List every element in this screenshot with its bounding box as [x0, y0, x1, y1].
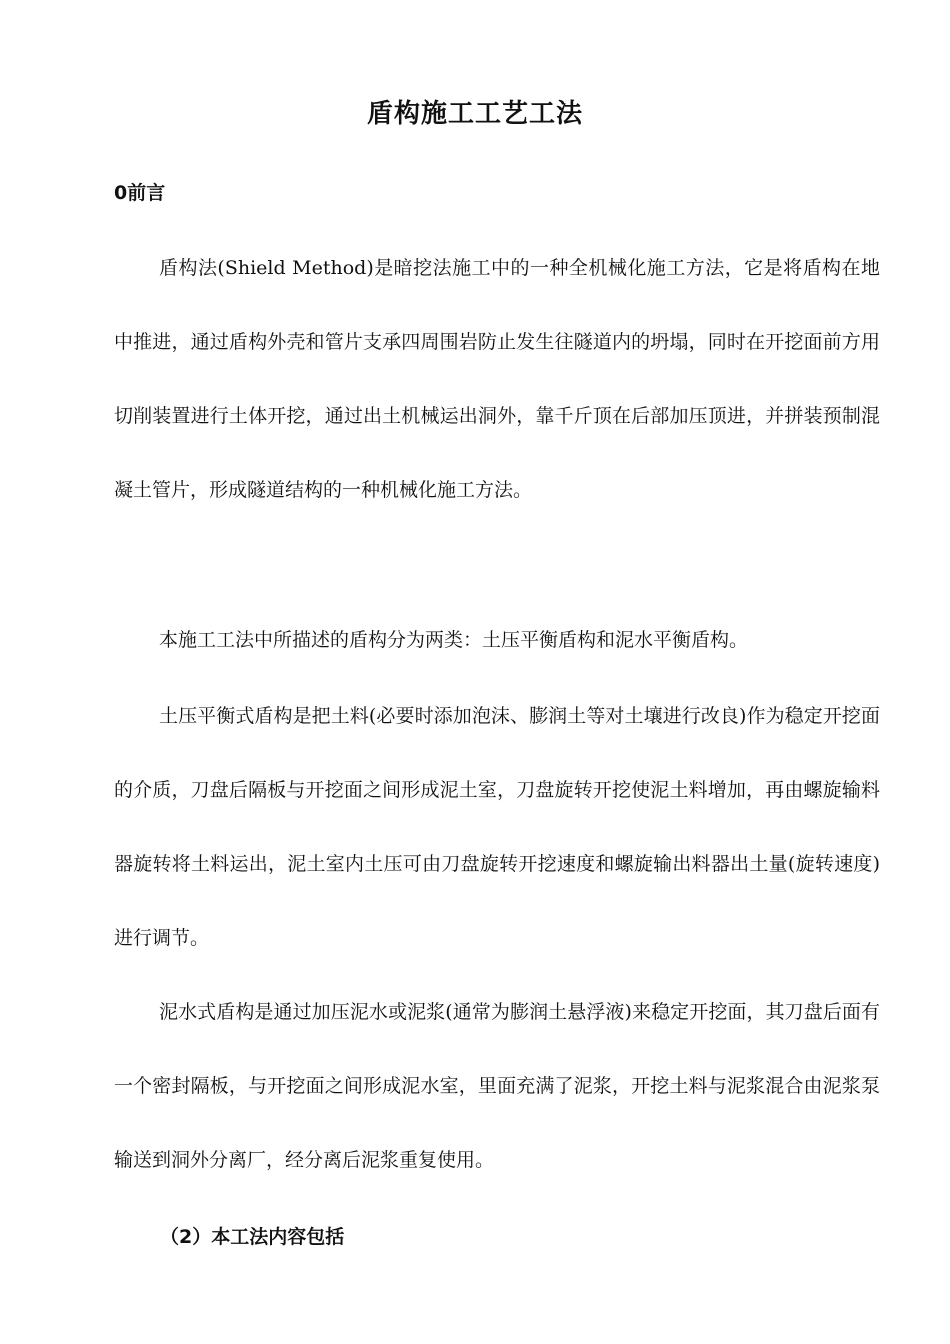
- document-title: 盾构施工工艺工法: [366, 99, 583, 129]
- paragraph-earth-pressure-shield: 土压平衡式盾构是把土料(必要时添加泡沫、膨润土等对土壤进行改良)作为稳定开挖面的介质，刀盘后隔板与开挖面之间形成泥土室，刀盘旋转开挖使泥土料增加，再由螺旋输料器旋转将土料运出，泥土室内土压可由刀盘旋转开挖速度和螺旋输出料器出土量(旋转速度)进行调节。: [114, 705, 880, 949]
- paragraph-shield-types: 本施工工法中所描述的盾构分为两类：土压平衡盾构和泥水平衡盾构。: [159, 629, 749, 651]
- subsection-heading: （2）本工法内容包括: [160, 1226, 345, 1248]
- paragraph-shield-method: 盾构法(Shield Method)是暗挖法施工中的一种全机械化施工方法，它是将盾构在地中推进，通过盾构外壳和管片支承四周围岩防止发生往隧道内的坍塌，同时在开挖面前方用切削装置进行土体开挖，通过出土机械运出洞外，靠千斤顶在后部加压顶进，并拼装预制混凝土管片，形成隧道结构的一种机械化施工方法。: [114, 257, 880, 501]
- section-heading: 0前言: [114, 182, 166, 204]
- paragraph-slurry-shield: 泥水式盾构是通过加压泥水或泥浆(通常为膨润土悬浮液)来稳定开挖面，其刀盘后面有一个密封隔板，与开挖面之间形成泥水室，里面充满了泥浆，开挖土料与泥浆混合由泥浆泵输送到洞外分离厂，经分离后泥浆重复使用。: [114, 1001, 880, 1171]
